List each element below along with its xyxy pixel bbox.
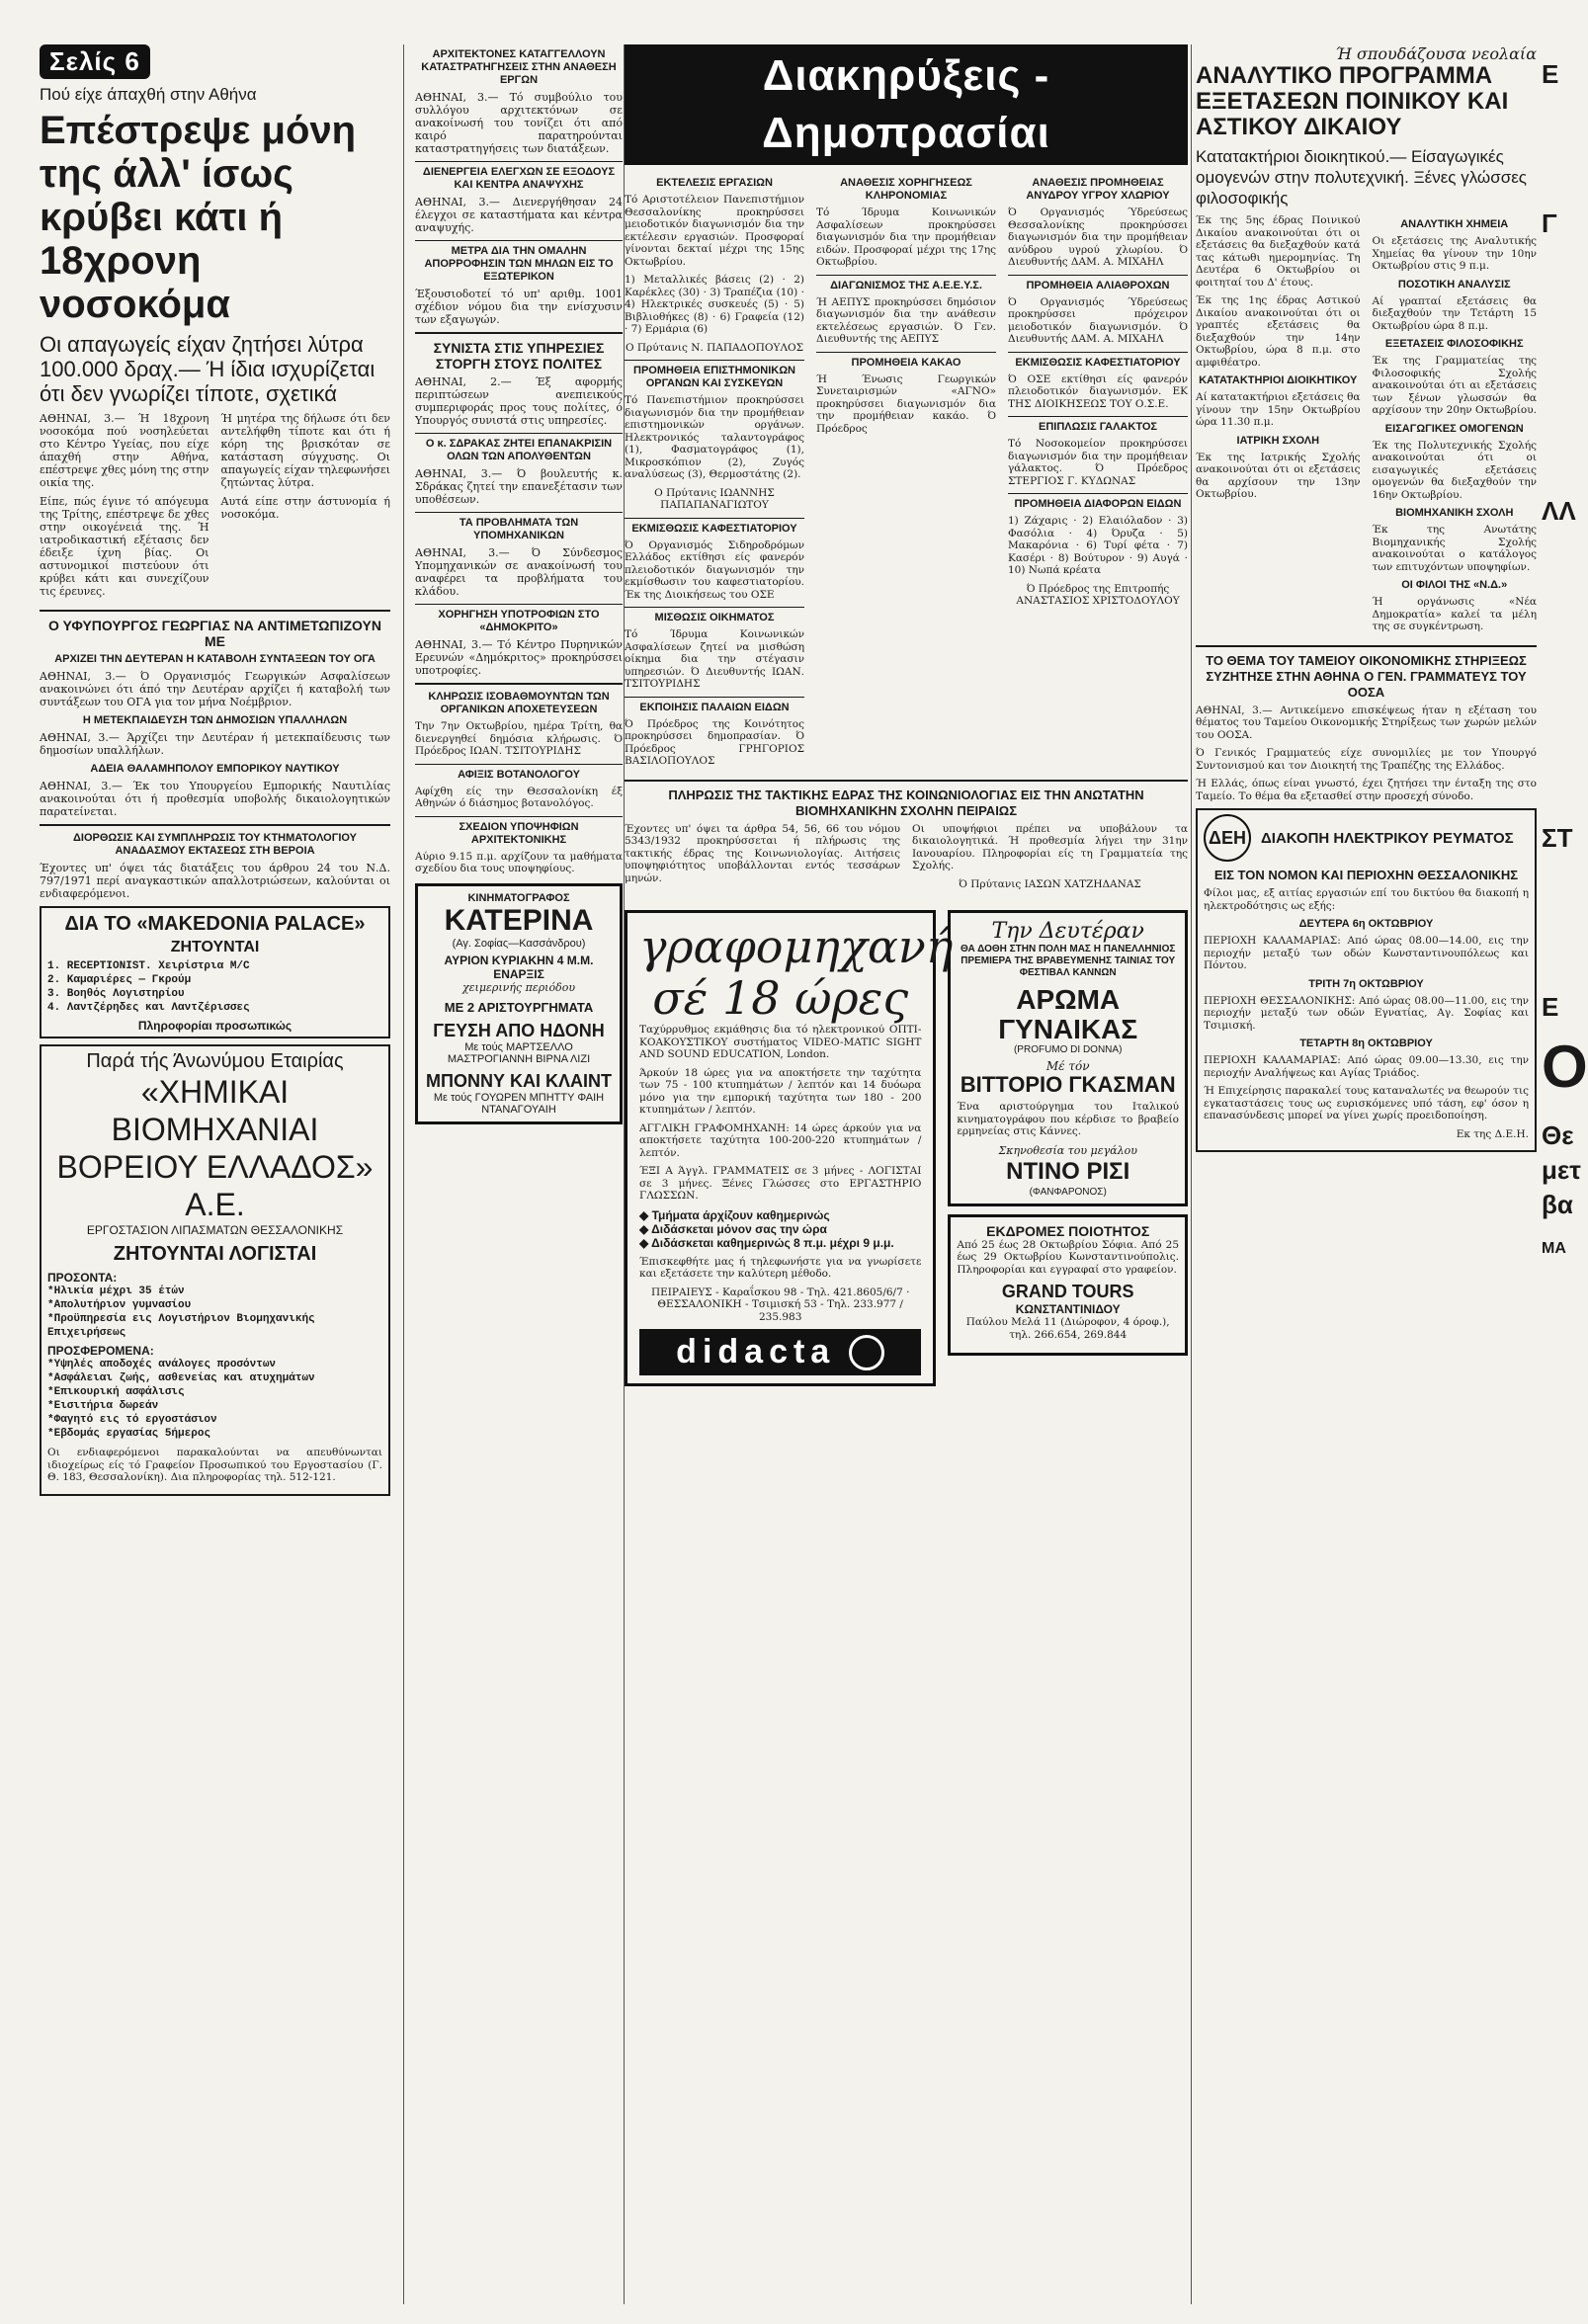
edge-fragment: Θε <box>1542 1120 1574 1150</box>
tender-text: Έχοντες υπ' όψει τα άρθρα 54, 56, 66 του νόμου 5343/1932 προκηρύσσεται ή πλήρωσις της τακτικής έδρας της Κοινωνιολογίας. Αιτήσεις υποψηφιότητος υποβάλλονται εντός τεσσάρων μηνών. <box>625 822 900 884</box>
logo-circle-icon <box>849 1335 884 1370</box>
tender-heading: ΔΙΑΓΩΝΙΣΜΟΣ ΤΗΣ Α.Ε.Ε.Υ.Σ. <box>830 279 982 291</box>
tender-text: Ό ΟΣΕ εκτίθησι είς φανερόν πλειοδοτικόν διαγωνισμόν. ΕΚ ΤΗΣ ΔΙΟΙΚΗΣΕΩΣ ΤΟΥ Ο.Σ.Ε. <box>1008 373 1188 410</box>
column-kicker: Ή σπουδάζουσα νεολαία <box>1335 44 1537 63</box>
ad-list-item: 2. Καμαριέρες — Γκρούμ <box>47 974 192 986</box>
ad-list-item: *Προϋπηρεσία εις Λογιστήριον Βιομηχανικής Επιχειρήσεως <box>47 1313 315 1339</box>
ad-subtitle: ΕΡΓΟΣΤΑΣΙΟΝ ΛΙΠΑΣΜΑΤΩΝ ΘΕΣΣΑΛΟΝΙΚΗΣ <box>86 1223 344 1237</box>
ad-text: Από 25 έως 28 Οκτωβρίου Σόφια. Από 25 έως 29 Οκτωβρίου Κωνσταντινούπολις. Πληροφορίαι και εγγραφαί στο γραφείον. <box>957 1238 1179 1276</box>
article-heading: ΕΞΕΤΑΣΕΙΣ ΦΙΛΟΣΟΦΙΚΗΣ <box>1384 338 1524 350</box>
article-text: ΑΘΗΝΑΙ, 3.— Τό Κέντρο Πυρηνικών Ερευνών «Δημόκριτος» προκηρύσσει υποτροφίες. <box>415 638 623 677</box>
edge-fragment: μετ <box>1542 1155 1581 1185</box>
tenders-banner: Διακηρύξεις - Δημοπρασίαι <box>625 44 1188 165</box>
ad-list-item: *Εισιτήρια δωρεάν <box>47 1400 159 1412</box>
story-paragraph: ΑΘΗΝΑΙ, 3.— Ή 18χρονη νοσοκόμα πού νοσηλεύεται στο Κέντρο Υγείας, που είχε άπαχθή στην Αθήνα, επέστρεψε χθες μόνη της στην οικία της. <box>40 412 209 489</box>
ad-bullet: ◆ Τμήματα άρχίζουν καθημερινώς <box>639 1207 830 1222</box>
article-text: Έκ της Πολυτεχνικής Σχολής ανακοινούται ότι οι εισαγωγικές εξετάσεις ομογενών θα διεξαχθούν την 16ην Οκτωβρίου. <box>1372 439 1537 501</box>
notice-signature: Εκ της Δ.Ε.Η. <box>1456 1127 1529 1140</box>
film-premiere-ad <box>948 910 1188 1206</box>
tender-heading: ΠΡΟΜΗΘΕΙΑ ΑΛΙΑΘΡΟΧΩΝ <box>1026 279 1170 291</box>
ad-text: ΑΓΓΛΙΚΗ ΓΡΑΦΟΜΗΧΑΝΗ: 14 ώρες άρκούν για να αποκτήσετε ταχύτητα 100-200-220 κτυπημάτων / λεπτόν. <box>639 1121 922 1159</box>
article-heading: ΑΔΕΙΑ ΘΑΛΑΜΗΠΟΛΟΥ ΕΜΠΟΡΙΚΟΥ ΝΑΥΤΙΚΟΥ <box>90 763 340 775</box>
chemical-industries-ad <box>40 1044 390 1496</box>
ad-list-item: *Ασφάλειαι ζωής, ασθενείας και ατυχημάτων <box>47 1372 315 1384</box>
article-heading: ΑΡΧΙΤΕΚΤΟΝΕΣ ΚΑΤΑΓΓΕΛΛΟΥΝ ΚΑΤΑΣΤΡΑΤΗΓΗΣΕΙΣ ΣΤΗΝ ΑΝΑΘΕΣΗ ΕΡΓΩΝ <box>421 48 617 86</box>
article-heading: ΑΡΧΙΖΕΙ ΤΗΝ ΔΕΥΤΕΡΑΝ Η ΚΑΤΑΒΟΛΗ ΣΥΝΤΑΞΕΩΝ ΤΟΥ ΟΓΑ <box>54 653 376 665</box>
tender-text: Οι υποψήφιοι πρέπει να υποβάλουν τα δικαιολογητικά. Ή προθεσμία λήγει την 31ην Ιανουαρίου. Πληροφορίαι είς τη Γραμματεία της Σχολής. <box>912 822 1188 872</box>
notice-day: ΤΡΙΤΗ 7η ΟΚΤΩΒΡΙΟΥ <box>1308 977 1424 990</box>
ad-title: ΔΙΑ ΤΟ «MAKEDONIA PALACE» <box>64 913 366 935</box>
tender-heading: ΜΙΣΘΩΣΙΣ ΟΙΚΗΜΑΤΟΣ <box>654 612 775 623</box>
tender-heading: ΠΡΟΜΗΘΕΙΑ ΕΠΙΣΤΗΜΟΝΙΚΩΝ ΟΡΓΑΝΩΝ ΚΑΙ ΣΥΣΚΕΥΩΝ <box>633 365 795 389</box>
ad-list-item: 3. Βοηθός Λογιστηρίου <box>47 988 185 1000</box>
column-2 <box>415 44 623 2309</box>
cinema-note: χειμερινής περιόδου <box>461 980 576 994</box>
story-paragraph: Είπε, πώς έγινε τό απόγευμα της Τρίτης, επέστρεψε δε χθες στην οικογένειά της. Ή ιατροδικαστική εξέτασις δεν έδειξε ίχνη βίας. Οι αστυνομικοί πιστεύουν ότι κρύβει κάτι και συνεχίζουν τις έρευνες. <box>40 495 209 598</box>
article-heading: ΣΥΝΙΣΤΑ ΣΤΙΣ ΥΠΗΡΕΣΙΕΣ ΣΤΟΡΓΗ ΣΤΟΥΣ ΠΟΛΙΤΕΣ <box>433 340 605 372</box>
edge-fragment: Ο <box>1542 1034 1588 1100</box>
tender-text: Ή Ένωσις Γεωργικών Συνεταιρισμών «ΑΓΝΟ» προκηρύσσει διαγωνισμόν δια την προμήθειαν κακάο. Ό Πρόεδρος <box>816 373 996 435</box>
notice-text: ΠΕΡΙΟΧΗ ΘΕΣΣΑΛΟΝΙΚΗΣ: Από ώρας 08.00—11.00, εις την περιοχήν μεταξύ των οδών Εγνατίας, Αγ. Σοφίας και Τσιμισκή. <box>1204 994 1529 1032</box>
story-kicker: Πού είχε άπαχθή στην Αθήνα <box>40 85 257 104</box>
edge-fragment: Γ <box>1542 208 1557 238</box>
article-heading: Η ΜΕΤΕΚΠΑΙΔΕΥΣΗ ΤΩΝ ΔΗΜΟΣΙΩΝ ΥΠΑΛΛΗΛΩΝ <box>82 714 348 726</box>
agency-name: GRAND TOURS <box>1001 1282 1134 1301</box>
ad-text: Ταχύρρυθμος εκμάθησις δια τό ηλεκτρονικού ΟΠΤΙ-ΚΟΑΚΟΥΣΤΙΚΟΥ συστήματος VIDEO-MATIC SIGHT AND SOUND EDUCATION, London. <box>639 1024 922 1060</box>
article-heading: ΔΙΕΝΕΡΓΕΙΑ ΕΛΕΓΧΩΝ ΣΕ ΕΞΟΔΟΥΣ ΚΑΙ ΚΕΝΤΡΑ ΑΝΑΨΥΧΗΣ <box>422 166 616 191</box>
article-heading: ΙΑΤΡΙΚΗ ΣΧΟΛΗ <box>1236 434 1320 447</box>
article-text: Αύριο 9.15 π.μ. αρχίζουν τα μαθήματα σχεδίου δια τους υποψηφίους. <box>415 850 623 874</box>
film-title: ΓΕΥΣΗ ΑΠΟ ΗΔΟΝΗ <box>433 1020 605 1040</box>
notice-text: Ή Επιχείρησις παρακαλεί τους καταναλωτές να θεωρούν τις εγκαταστάσεις τους ως ευρισκόμενες υπό τάση, εφ' όσον η επανασύνδεσις μπορεί να γίνει χωρίς προειδοποίηση. <box>1204 1085 1529 1121</box>
ad-list-item: *Ηλικία μέχρι 35 έτών <box>47 1286 185 1297</box>
tender-text: Ό Οργανισμός Ύδρεύσεως Θεσσαλονίκης προκηρύσσει διαγωνισμόν δια την προμήθειαν ανύδρου υγρού χλωρίου. Ό Διευθυντής ΔΑΜ. Α. ΜΙΧΑΗΛ <box>1008 207 1188 268</box>
ad-lead: Παρά τής Άνωνύμου Εταιρίας <box>86 1050 344 1072</box>
ad-list-item: *Απολυτήριον γυμνασίου <box>47 1299 192 1311</box>
film-title: ΜΠΟΝΝΥ ΚΑΙ ΚΛΑΙΝΤ <box>426 1070 612 1091</box>
tender-list: 1) Μεταλλικές βάσεις (2) · 2) Καρέκλες (30) · 3) Τραπέζια (10) · 4) Ηλεκτρικές συσκευές (5) · 5) Βιβλιοθήκες (8) · 6) Γραφεία (12) · 7) Ερμάρια (6) <box>625 274 804 335</box>
tender-heading: ΑΝΑΘΕΣΙΣ ΧΟΡΗΓΗΣΕΩΣ ΚΛΗΡΟΝΟΜΙΑΣ <box>840 177 972 202</box>
article-text: Οι εξετάσεις της Αναλυτικής Χημείας θα γίνουν την 10ην Οκτωβρίου στις 9 π.μ. <box>1372 235 1537 272</box>
main-headline: Επέστρεψε μόνη της άλλ' ίσως κρύβει κάτι ή 18χρονη νοσοκόμα <box>40 109 357 326</box>
article-text: ΑΘΗΝΑΙ, 3.— Ό Οργανισμός Γεωργικών Ασφαλίσεων ανακοινώνει ότι άπό την Δευτέραν αρχίζει ή καταβολή των συντάξεων του ΟΓΑ για τον μήνα Νοέμβριον. <box>40 670 390 708</box>
column-1 <box>40 44 390 2309</box>
tender-heading: ΠΡΟΜΗΘΕΙΑ ΚΑΚΑΟ <box>851 356 961 369</box>
ad-title: ΕΚΔΡΟΜΕΣ ΠΟΙΟΤΗΤΟΣ <box>986 1222 1150 1239</box>
power-outage-notice <box>1196 808 1537 1152</box>
article-text: Έκ της Ανωτάτης Βιομηχανικής Σχολής ανακοινούται ο κατάλογος των επιτυχόντων υποψηφίων. <box>1372 524 1537 573</box>
article-heading: ΕΙΣΑΓΩΓΙΚΕΣ ΟΜΟΓΕΝΩΝ <box>1384 422 1524 435</box>
tender-heading: ΠΛΗΡΩΣΙΣ ΤΗΣ ΤΑΚΤΙΚΗΣ ΕΔΡΑΣ ΤΗΣ ΚΟΙΝΩΝΙΟΛΟΓΙΑΣ ΕΙΣ ΤΗΝ ΑΝΩΤΑΤΗΝ ΒΙΟΜΗΧΑΝΙΚΗΝ ΣΧΟΛΗΝ ΠΕΙΡΑΙΩΣ <box>668 787 1144 818</box>
column-3 <box>625 44 1188 2309</box>
article-heading: ΧΟΡΗΓΗΣΗ ΥΠΟΤΡΟΦΙΩΝ ΣΤΟ «ΔΗΜΟΚΡΙΤΟ» <box>438 609 600 633</box>
article-heading: ΑΝΑΛΥΤΙΚΗ ΧΗΜΕΙΑ <box>1400 218 1509 230</box>
ad-text: ΘΑ ΔΟΘΗ ΣΤΗΝ ΠΟΛΗ ΜΑΣ Η ΠΑΝΕΛΛΗΝΙΟΣ ΠΡΕΜΙΕΡΑ ΤΗΣ ΒΡΑΒΕΥΜΕΝΗΣ ΤΑΙΝΙΑΣ ΤΟΥ ΦΕΣΤΙΒΑΛ ΚΑΝΝΩΝ <box>961 944 1176 978</box>
article-text: ΑΘΗΝΑΙ, 3.— Διενεργήθησαν 24 έλεγχοι σε καταστήματα και κέντρα αναψυχής. <box>415 196 623 234</box>
ad-bullet: ◆ Διδάσκεται καθημερινώς 8 π.μ. μέχρι 9 μ.μ. <box>639 1235 894 1250</box>
logo-text: didacta <box>676 1333 836 1370</box>
notice-title: ΔΙΑΚΟΠΗ ΗΛΕΚΤΡΙΚΟΥ ΡΕΥΜΑΤΟΣ <box>1261 829 1514 847</box>
tender-heading: ΕΚΜΙΣΘΩΣΙΣ ΚΑΦΕΣΤΙΑΤΟΡΙΟΥ <box>1015 356 1181 369</box>
article-text: ΑΘΗΝΑΙ, 2.— Έξ αφορμής περιπτώσεων ανεπιεικούς συμπεριφοράς προς τους πολίτες, ό Υπουργός συνιστά στις υπηρεσίες. <box>415 375 623 427</box>
article-heading: ΣΧΕΔΙΟΝ ΥΠΟΨΗΦΙΩΝ ΑΡΧΙΤΕΚΤΟΝΙΚΗΣ <box>459 820 579 846</box>
main-story-body <box>40 412 390 604</box>
article-heading: ΑΦΙΞΙΣ ΒΟΤΑΝΟΛΟΓΟΥ <box>458 768 580 781</box>
tender-text: Ό Οργανισμός Σιδηροδρόμων Ελλάδος εκτίθησι είς φανερόν πλειοδοτικόν διαγωνισμόν την εκμίσθωσιν του καφεστιατορίου. Έκ της Διοικήσεως του ΟΣΕ <box>625 539 804 601</box>
article-text: Ή Ελλάς, όπως είναι γνωστό, έχει ζητήσει την ένταξη της στο Ταμείο. Το θέμα θα εξετασθεί στην προσεχή σύνοδο. <box>1196 778 1537 802</box>
edge-fragment: ΜΑ <box>1542 1240 1566 1257</box>
cinema-label: ΚΙΝΗΜΑΤΟΓΡΑΦΟΣ <box>467 891 570 904</box>
tender-heading: ΕΠΙΠΛΩΣΙΣ ΓΑΛΑΚΤΟΣ <box>1038 421 1157 433</box>
article-heading: ΔΙΟΡΘΩΣΙΣ ΚΑΙ ΣΥΜΠΛΗΡΩΣΙΣ ΤΟΥ ΚΤΗΜΑΤΟΛΟΓΙΟΥ ΑΝΑΔΑΣΜΟΥ ΕΚΤΑΣΕΩΣ ΣΤΗ ΒΕΡΟΙΑ <box>73 832 357 857</box>
ad-title: γραφομηχανή σέ 18 ώρες <box>639 920 954 1025</box>
ad-title: «ΧΗΜΙΚΑΙ ΒΙΟΜΗΧΑΝΙΑΙ ΒΟΡΕΙΟΥ ΕΛΛΑΔΟΣ» Α.Ε. <box>56 1074 374 1222</box>
article-text: Έκ της 1ης έδρας Αστικού Δικαίου ανακοινούται ότι οι γραπτές εξετάσεις θα διεξαχθούν την 14ην Οκτωβρίου, ώρα 8 π.μ. στο αμφιθέατρο. <box>1196 294 1361 369</box>
column-subtitle: Κατατακτήριοι διοικητικού.— Είσαγωγικές ομογενών στην πολυτεχνική. Ξένες γλώσσες φιλοσοφικής <box>1196 147 1527 208</box>
article-heading: ΤΑ ΠΡΟΒΛΗΜΑΤΑ ΤΩΝ ΥΠΟΜΗΧΑΝΙΚΩΝ <box>459 517 579 541</box>
article-heading: ΚΑΤΑΤΑΚΤΗΡΙΟΙ ΔΙΟΙΚΗΤΙΚΟΥ <box>1199 374 1358 386</box>
tender-text: Ό Οργανισμός Ύδρεύσεως προκηρύσσει πρόχειρον μειοδοτικόν διαγωνισμόν. Ό Διευθυντής ΔΑΜ. Α. ΜΙΧΑΗΛ <box>1008 295 1188 345</box>
article-heading: ΤΟ ΘΕΜΑ ΤΟΥ ΤΑΜΕΙΟΥ ΟΙΚΟΝΟΜΙΚΗΣ ΣΤΗΡΙΞΕΩΣ ΣΥΖΗΤΗΣΕ ΣΤΗΝ ΑΘΗΝΑ Ο ΓΕΝ. ΓΡΑΜΜΑΤΕΥΣ ΤΟΥ ΟΟΣΑ <box>1206 652 1527 700</box>
film-original-title: (PROFUMO DI DONNA) <box>1013 1044 1123 1055</box>
article-heading: ΟΙ ΦΙΛΟΙ ΤΗΣ «Ν.Δ.» <box>1401 579 1508 591</box>
article-text: Έκ της Ιατρικής Σχολής ανακοινούται ότι οι εξετάσεις θα αρχίσουν την 13ην Οκτωβρίου. <box>1196 451 1361 500</box>
article-text: Αί κατατακτήριοι εξετάσεις θα γίνουν την 15ην Οκτωβρίου ώρα 11.30 π.μ. <box>1196 391 1361 428</box>
notice-day: ΤΕΤΑΡΤΗ 8η ΟΚΤΩΒΡΙΟΥ <box>1299 1038 1433 1049</box>
article-text: ΑΘΗΝΑΙ, 3.— Τό συμβούλιο του συλλόγου αρχιτεκτόνων σε ανακοίνωσή του τονίζει ότι από καιρό παρατηρούνται καταστρατηγήσεις των διατάξεων. <box>415 91 623 155</box>
ad-text: Μέ τόν <box>1045 1059 1090 1073</box>
article-text: Έκ της Γραμματείας της Φιλοσοφικής Σχολής ανακοινούται ότι αι εξετάσεις των ξένων γλωσσών θα αρχίσουν την 20ην Οκτωβρίου. <box>1372 355 1537 416</box>
ad-subtitle: ΖΗΤΟΥΝΤΑΙ <box>170 939 260 955</box>
edge-fragment: Ε <box>1542 59 1559 89</box>
article-text: Αφίχθη είς την Θεσσαλονίκη έξ Αθηνών ό διάσημος βοτανολόγος. <box>415 785 623 809</box>
ad-list-item: *Φαγητό εις τό εργοστάσιον <box>47 1414 217 1426</box>
notice-subtitle: ΕΙΣ ΤΟΝ ΝΟΜΟΝ ΚΑΙ ΠΕΡΙΟΧΗΝ ΘΕΣΣΑΛΟΝΙΚΗΣ <box>1213 868 1519 882</box>
ad-text: (ΦΑΝΦΑΡΟΝΟΣ) <box>1029 1186 1107 1198</box>
article-text: Έξουσιοδοτεί τό υπ' αριθμ. 1001 σχέδιον νόμου δια την ενίσχυσιν των εξαγωγών. <box>415 288 623 326</box>
excursions-ad <box>948 1214 1188 1357</box>
tender-text: Ή ΑΕΠΥΣ προκηρύσσει δημόσιον διαγωνισμόν δια την ανάθεσιν εκτελέσεως εργασιών. Ό Γεν. Διευθυντής της ΑΕΠΥΣ <box>816 295 996 345</box>
makedonia-palace-ad <box>40 906 390 1038</box>
tender-text: Τό Πανεπιστήμιον προκηρύσσει διαγωνισμόν δια την προμήθειαν επιστημονικών οργάνων. Ηλεκτρονικός ταλαντογράφος (1), Φασματογράφος (1), Μικροσκόπιον (2), Ζυγός αναλύσεως (3), Θερμοστάτης (2). <box>625 394 804 480</box>
notice-text: Φίλοι μας, εξ αιτίας εργασιών επί του δικτύου θα διακοπή η ηλεκτροδότησις ως εξής: <box>1204 887 1529 912</box>
article-heading: ΠΟΣΟΤΙΚΗ ΑΝΑΛΥΣΙΣ <box>1397 278 1511 290</box>
story-paragraph: Ή μητέρα της δήλωσε ότι δεν αντελήφθη τίποτε και ότι ή κόρη της βρισκόταν σε κατάσταση σύγχυσης. Οι απαγωγείς είχαν τηλεφωνήσει ζητώντας λύτρα. <box>220 412 390 489</box>
ad-text: Ένα αριστούργημα του Ιταλικού κινηματογράφου που κέρδισε το βραβείο ερμηνείας στις Κάννες. <box>957 1101 1179 1137</box>
typing-school-ad <box>625 910 954 1386</box>
ad-offers-label: ΠΡΟΣΦΕΡΟΜΕΝΑ: <box>47 1344 154 1358</box>
edge-fragment: Ε <box>1542 992 1559 1022</box>
film-cast: Με τούς ΜΑΡΤΣΕΛΛΟ ΜΑΣΤΡΟΓΙΑΝΝΗ ΒΙΡΝΑ ΛΙΖΙ <box>447 1040 591 1065</box>
film-director: ΝΤΙΝΟ ΡΙΣΙ <box>1006 1157 1130 1185</box>
ad-address: Παύλου Μελά 11 (Διώροφον, 4 όροφ.), τηλ. 266.654, 269.844 <box>965 1316 1170 1341</box>
ad-list-item: 1. RECEPTIONIST. Χειρίστρια M/C <box>47 960 250 972</box>
tender-signature: Ό Πρόεδρος της Επιτροπής ΑΝΑΣΤΑΣΙΟΣ ΧΡΙΣΤΟΔΟΥΛΟΥ <box>1016 582 1180 607</box>
ad-text: Έπισκεφθήτε μας ή τηλεφωνήστε για να γνωρίσετε και εξετάσετε την καλύτερη μέθοδο. <box>639 1255 922 1280</box>
cinema-name: ΚΑΤΕΡΙΝΑ <box>444 903 594 937</box>
ad-text: Άρκούν 18 ώρες για να αποκτήσετε την ταχύτητα των 75 - 100 κτυπημάτων / λεπτόν και 14 δυόωρα μόνο για την εμπορική ταχύτητα των 180 - 200 κτυπημάτων / λεπτόν. <box>639 1066 922 1116</box>
article-text: Ή οργάνωσις «Νέα Δημοκρατία» καλεί τα μέλη της σε συγκέντρωση. <box>1372 596 1537 632</box>
cinema-katerina-ad <box>415 883 623 1124</box>
article-text: Έχοντες υπ' όψει τάς διατάξεις του άρθρου 24 του Ν.Δ. 797/1971 περί αναγκαστικών απαλλοτριώσεων, καλούνται οι ενδιαφερόμενοι. <box>40 862 390 900</box>
article-text: ΑΘΗΝΑΙ, 3.— Ό Σύνδεσμος Υπομηχανικών σε ανακοίνωσή του αναφέρει τα προβλήματα του κλάδου. <box>415 546 623 598</box>
tender-heading: ΕΚΜΙΣΘΩΣΙΣ ΚΑΦΕΣΤΙΑΤΟΡΙΟΥ <box>631 522 797 535</box>
story-paragraph: Αυτά είπε στην άστυνομία ή νοσοκόμα. <box>220 495 390 521</box>
ad-list-item: *Επικουρική ασφάλισις <box>47 1386 185 1398</box>
article-text: Έκ της 5ης έδρας Ποινικού Δικαίου ανακοινούται ότι οι εξετάσεις θα διεξαχθούν κατά τας κάτωθι ημερομηνίας. Τη Δευτέρα 6 Οκτωβρίου οι φοιτηταί του Δ' έτους. <box>1196 214 1361 289</box>
article-text: ΑΘΗΝΑΙ, 3.— Έκ του Υπουργείου Εμπορικής Ναυτιλίας ανακοινούται ότι ή προθεσμία υποβολής δικαιολογητικών παρατείνεται. <box>40 780 390 818</box>
ad-footer: Οι ενδιαφερόμενοι παρακαλούνται να απευθύνωνται ιδιοχείρως είς τό Γραφείον Προσωπικού του Εργοστασίου (Γ. Θ. 183, Θεσσαλονίκη). Δια πληροφορίας τηλ. 512-121. <box>47 1447 382 1483</box>
edge-fragment: ΣΤ <box>1542 823 1573 853</box>
article-text: ΑΘΗΝΑΙ, 3.— Άρχίζει την Δευτέραν ή μετεκπαίδευσις των δημοσίων υπαλλήλων. <box>40 731 390 757</box>
cinema-when: ΑΥΡΙΟΝ ΚΥΡΙΑΚΗΝ 4 Μ.Μ. ΕΝΑΡΞΙΣ <box>444 953 594 981</box>
main-subhead: Οι απαγωγείς είχαν ζητήσει λύτρα 100.000 δραχ.— Ή ίδια ισχυρίζεται ότι δεν γνωρίζει τίποτε, σχετικά <box>40 332 376 406</box>
ad-list-item: 4. Λαντζέρηδες και Λαντζέρισσες <box>47 1002 250 1014</box>
adjacent-page-edge <box>1542 40 1588 2312</box>
ad-text: Σκηνοθεσία του μεγάλου <box>998 1143 1137 1157</box>
didacta-logo <box>639 1329 921 1375</box>
tender-heading: ΑΝΑΘΕΣΙΣ ΠΡΟΜΗΘΕΙΑΣ ΑΝΥΔΡΟΥ ΥΓΡΟΥ ΧΛΩΡΙΟΥ <box>1026 177 1170 202</box>
article-text: Αί γραπταί εξετάσεις θα διεξαχθούν την Τετάρτη 15 Οκτωβρίου ώρα 8 π.μ. <box>1372 294 1537 332</box>
article-text: ΑΘΗΝΑΙ, 3.— Αντικείμενο επισκέψεως ήταν η εξέταση του θέματος του Ταμείου Οικονομικής Στηρίξεως των χωρών μελών του ΟΟΣΑ. <box>1196 704 1537 741</box>
agency-sub: ΚΩΝΣΤΑΝΤΙΝΙΔΟΥ <box>1015 1302 1121 1316</box>
tenders-body <box>625 173 1188 774</box>
edge-fragment: βα <box>1542 1190 1573 1219</box>
article-heading: Ο κ. ΣΔΡΑΚΑΣ ΖΗΤΕΙ ΕΠΑΝΑΚΡΙΣΙΝ ΟΛΩΝ ΤΩΝ ΑΠΟΛΥΘΕΝΤΩΝ <box>425 438 613 462</box>
article-heading: ΒΙΟΜΗΧΑΝΙΚΗ ΣΧΟΛΗ <box>1395 507 1514 519</box>
ad-list-item: *Εβδομάς εργασίας 5ήμερος <box>47 1428 211 1440</box>
article-heading: ΜΕΤΡΑ ΔΙΑ ΤΗΝ ΟΜΑΛΗΝ ΑΠΟΡΡΟΦΗΣΙΝ ΤΩΝ ΜΗΛΩΝ ΕΙΣ ΤΟ ΕΞΩΤΕΡΙΚΟΝ <box>424 245 614 283</box>
notice-text: ΠΕΡΙΟΧΗ ΚΑΛΑΜΑΡΙΑΣ: Από ώρας 09.00—13.30, εις την περιοχήν Αναλήψεως και Αγίας Τριάδος. <box>1204 1054 1529 1079</box>
cinema-address: (Αγ. Σοφίας—Κασσάνδρου) <box>452 937 586 950</box>
ad-qualifications-label: ΠΡΟΣΟΝΤΑ: <box>47 1271 118 1285</box>
tender-text: Τό Ίδρυμα Κοινωνικών Ασφαλίσεων ζητεί να μισθώση οίκημα δια την στέγασιν υπηρεσιών. Ό Διευθυντής ΙΩΑΝ. ΤΣΙΤΟΥΡΙΔΗΣ <box>625 628 804 690</box>
column-title: ΑΝΑΛΥΤΙΚΟ ΠΡΟΓΡΑΜΜΑ ΕΞΕΤΑΣΕΩΝ ΠΟΙΝΙΚΟΥ ΚΑΙ ΑΣΤΙΚΟΥ ΔΙΚΑΙΟΥ <box>1196 62 1509 140</box>
notice-text: ΠΕΡΙΟΧΗ ΚΑΛΑΜΑΡΙΑΣ: Από ώρας 08.00—14.00, εις την περιοχήν μεταξύ των οδών Κωνσταντινουπόλεως και Πόντου. <box>1204 935 1529 971</box>
edge-fragment: ΛΛ <box>1542 496 1576 526</box>
tender-text: Τό Ίδρυμα Κοινωνικών Ασφαλίσεων προκηρύσσει διαγωνισμόν δια την προμήθειαν ειδών. Προσφοραί μέχρι της 17ης Οκτωβρίου. <box>816 207 996 268</box>
ad-list-item: *Υψηλές αποδοχές ανάλογες προσόντων <box>47 1359 277 1370</box>
notice-day: ΔΕΥΤΕΡΑ 6η ΟΚΤΩΒΡΙΟΥ <box>1298 918 1434 930</box>
dei-logo-icon: ΔΕΗ <box>1204 814 1251 862</box>
tender-signature: Ο Πρύτανις ΙΩΑΝΝΗΣ ΠΑΠΑΠΑΝΑΓΙΩΤΟΥ <box>654 486 775 511</box>
column-4 <box>1196 44 1537 2309</box>
tender-signature: Ο Πρύτανις Ν. ΠΑΠΑΔΟΠΟΥΛΟΣ <box>625 341 804 354</box>
ad-address: ΠΕΙΡΑΙΕΥΣ - Καραΐσκου 98 - Τηλ. 421.8605/6/7 · ΘΕΣΣΑΛΟΝΙΚΗ - Τσιμισκή 53 - Τηλ. 233.977 / 235.983 <box>650 1286 910 1323</box>
tender-text: Τό Νοσοκομείον προκηρύσσει διαγωνισμόν δια την προμήθειαν γάλακτος. Ό Πρόεδρος ΣΤΕΡΓΙΟΣ Γ. ΚΥΔΩΝΑΣ <box>1008 438 1188 487</box>
ad-lead: Την Δευτέραν <box>991 919 1144 944</box>
article-text: ΑΘΗΝΑΙ, 3.— Ό βουλευτής κ. Σδράκας ζητεί την επανεξέτασιν των υποθέσεων. <box>415 467 623 506</box>
film-title: ΑΡΩΜΑ ΓΥΝΑΙΚΑΣ <box>998 984 1138 1044</box>
film-cast: Με τούς ΓΟΥΩΡΕΝ ΜΠΗΤΤΥ ΦΑΙΗ ΝΤΑΝΑΓΟΥΑΙΗ <box>433 1091 605 1116</box>
article-heading: ΚΛΗΡΩΣΙΣ ΙΣΟΒΑΘΜΟΥΝΤΩΝ ΤΩΝ ΟΡΓΑΝΙΚΩΝ ΑΠΟΧΕΤΕΥΣΕΩΝ <box>428 691 610 715</box>
section-banner: Σελίς 6 <box>40 44 150 79</box>
article-heading: Ο ΥΦΥΠΟΥΡΓΟΣ ΓΕΩΡΓΙΑΣ ΝΑ ΑΝΤΙΜΕΤΩΠΙΖΟΥΝ ΜΕ <box>48 618 381 649</box>
tender-heading: ΕΚΠΟΙΗΣΙΣ ΠΑΛΑΙΩΝ ΕΙΔΩΝ <box>639 701 790 713</box>
tender-signature: Ό Πρύτανις ΙΑΣΩΝ ΧΑΤΖΗΔΑΝΑΣ <box>959 877 1141 890</box>
cinema-double-bill: ΜΕ 2 ΑΡΙΣΤΟΥΡΓΗΜΑΤΑ <box>444 999 594 1015</box>
ad-text: ΈΞΙ Α Άγγλ. ΓΡΑΜΜΑΤΕΙΣ σε 3 μήνες - ΛΟΓΙΣΤΑΙ σε 3 μήνες. Ξένες Γλώσσες στο ΕΡΓΑΣΤΗΡΙΟ ΓΛΩΣΣΩΝ. <box>639 1165 922 1202</box>
article-text: Την 7ην Οκτωβρίου, ημέρα Τρίτη, θα διενεργηθεί δημόσια κλήρωσις. Ό Πρόεδρος ΙΩΑΝ. ΤΣΙΤΟΥΡΙΔΗΣ <box>415 720 623 757</box>
ad-bullet: ◆ Διδάσκεται μόνον σας την ώρα <box>639 1221 827 1236</box>
ad-wanted: ΖΗΤΟΥΝΤΑΙ ΛΟΓΙΣΤΑΙ <box>113 1243 317 1265</box>
tender-heading: ΕΚΤΕΛΕΣΙΣ ΕΡΓΑΣΙΩΝ <box>656 177 773 189</box>
film-star: ΒΙΤΤΟΡΙΟ ΓΚΑΣΜΑΝ <box>960 1072 1176 1097</box>
tender-text: Τό Αριστοτέλειον Πανεπιστήμιον Θεσσαλονίκης προκηρύσσει μειοδοτικόν διαγωνισμόν δια την εκτέλεσιν εργασιών. Προσφοραί γίνονται δεκταί μέχρι της 15ης Οκτωβρίου. <box>625 194 804 268</box>
tender-heading: ΠΡΟΜΗΘΕΙΑ ΔΙΑΦΟΡΩΝ ΕΙΔΩΝ <box>1014 498 1182 510</box>
tender-list: 1) Ζάχαρις · 2) Ελαιόλαδον · 3) Φασόλια · 4) Όρυζα · 5) Μακαρόνια · 6) Τυρί φέτα · 7) Κασέρι · 8) Βούτυρον · 9) Αυγά · 10) Νωπά κρέατα <box>1008 515 1188 576</box>
tender-text: Ό Πρόεδρος της Κοινότητος προκηρύσσει δημοπρασίαν. Ό Πρόεδρος ΓΡΗΓΟΡΙΟΣ ΒΑΣΙΛΟΠΟΥΛΟΣ <box>625 717 804 767</box>
ad-note: Πληροφορίαι προσωπικώς <box>137 1019 293 1033</box>
article-text: Ό Γενικός Γραμματεύς είχε συνομιλίες με τον Υπουργό Συντονισμού και τον Διοικητή της Τραπέζης της Ελλάδος. <box>1196 747 1537 772</box>
